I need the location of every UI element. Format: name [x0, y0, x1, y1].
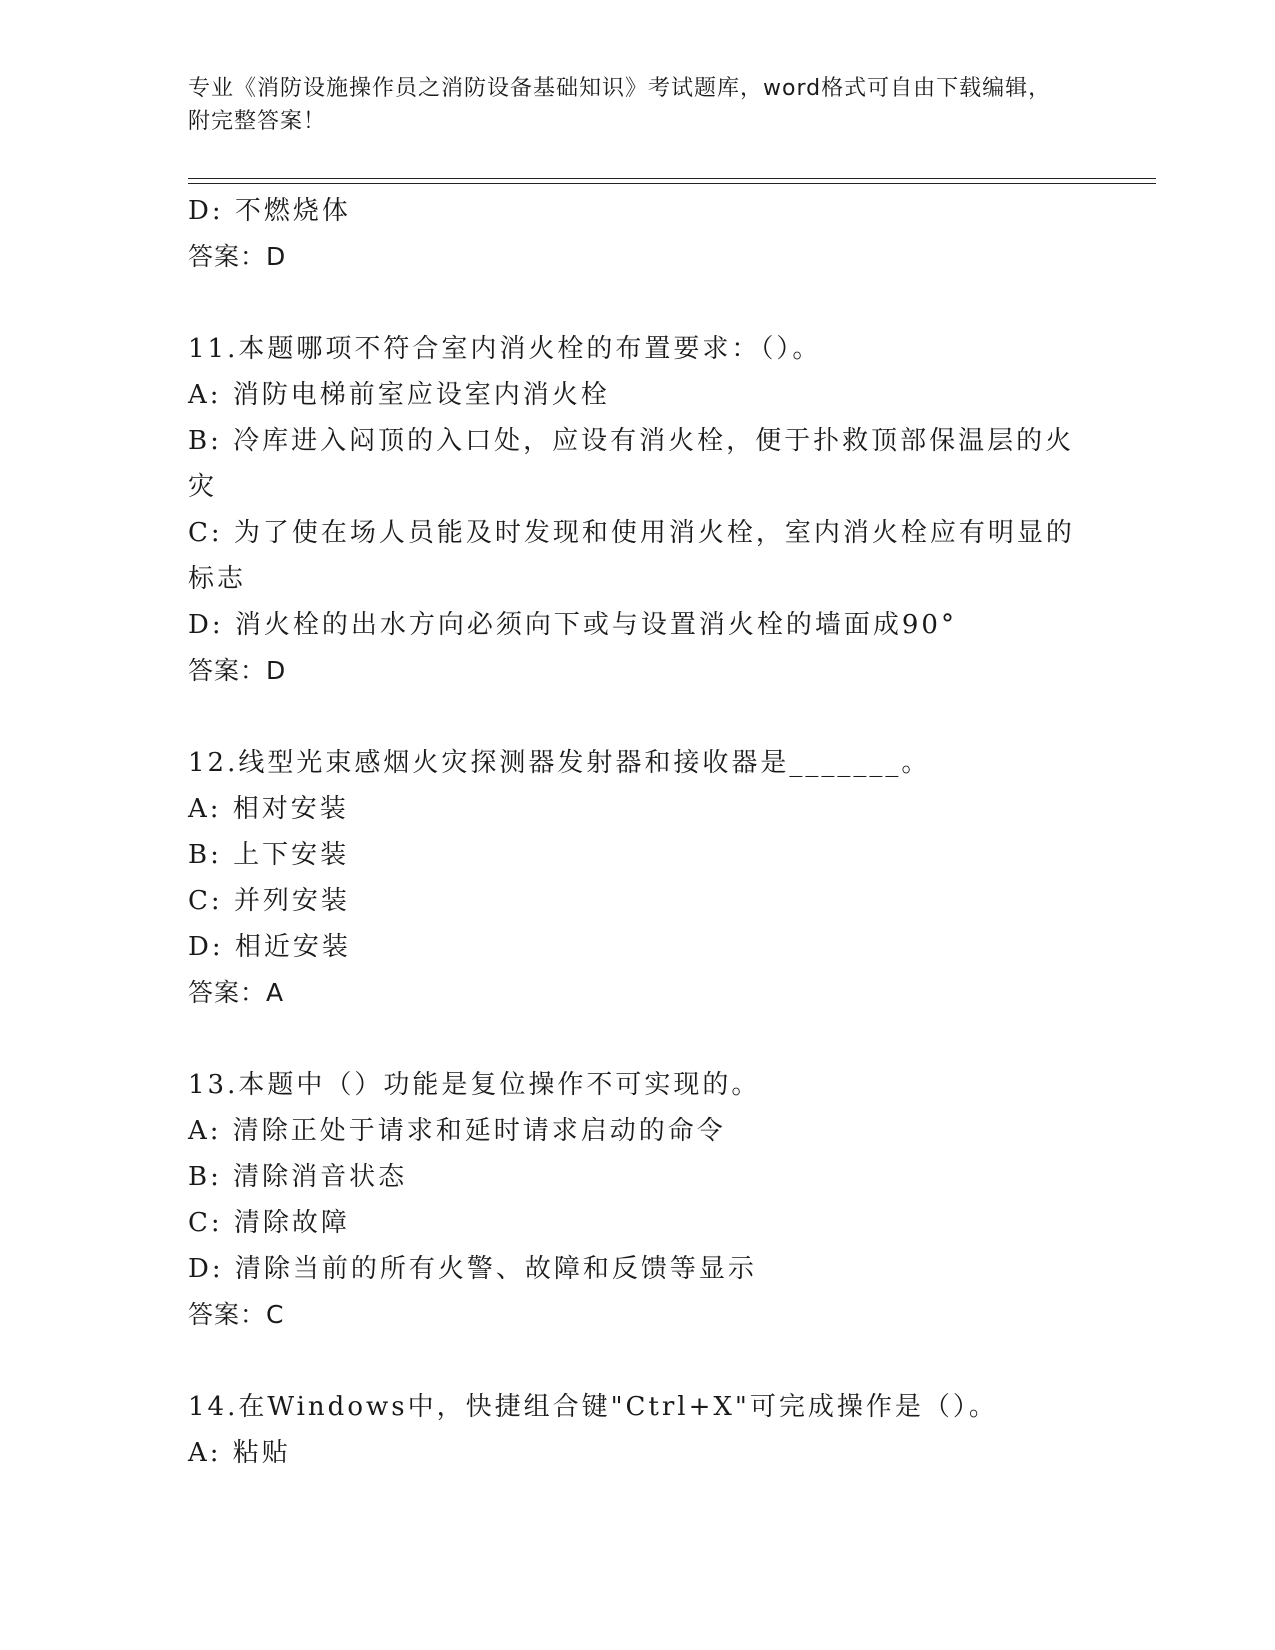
question-12	[188, 740, 1088, 1016]
answer: 答案：C	[188, 1300, 285, 1329]
header-note: 专业《消防设施操作员之消防设备基础知识》考试题库，word格式可自由下载编辑，附完整答案！	[188, 76, 1052, 134]
option-c: C: 为了使在场人员能及时发现和使用消火栓，室内消火栓应有明显的标志	[188, 518, 1075, 594]
question-stem: 12.线型光束感烟火灾探测器发射器和接收器是_______。	[188, 748, 931, 778]
option-c: C: 清除故障	[188, 1208, 350, 1238]
question-13	[188, 1062, 1088, 1338]
answer: 答案：D	[188, 242, 287, 271]
question-stem: 14.在Windows中，快捷组合键"Ctrl+X"可完成操作是（）。	[188, 1392, 998, 1422]
question-stem: 13.本题中（）功能是复位操作不可实现的。	[188, 1070, 761, 1100]
option-a: A: 清除正处于请求和延时请求启动的命令	[188, 1116, 726, 1146]
question-11	[188, 326, 1088, 694]
header-divider-top	[188, 178, 1156, 179]
spacer	[188, 280, 1088, 326]
question-list	[188, 188, 1088, 1476]
option-a: A: 粘贴	[188, 1438, 291, 1468]
option-a: A: 相对安装	[188, 794, 349, 824]
option-c: C: 并列安装	[188, 886, 350, 916]
answer: 答案：A	[188, 978, 285, 1007]
question-14	[188, 1384, 1088, 1476]
option-b: B: 清除消音状态	[188, 1162, 408, 1192]
answer: 答案：D	[188, 656, 287, 685]
option-d: D: 相近安装	[188, 932, 351, 962]
option-a: A: 消防电梯前室应设室内消火栓	[188, 380, 610, 410]
option-b: B: 上下安装	[188, 840, 350, 870]
spacer	[188, 694, 1088, 740]
spacer	[188, 1016, 1088, 1062]
option-b: B: 冷库进入闷顶的入口处，应设有消火栓，便于扑救顶部保温层的火灾	[188, 426, 1075, 502]
question-stem: 11.本题哪项不符合室内消火栓的布置要求：（）。	[188, 334, 822, 364]
header-divider-bottom	[188, 183, 1156, 184]
previous-question-tail	[188, 188, 1088, 280]
spacer	[188, 1338, 1088, 1384]
option-d: D: 消火栓的出水方向必须向下或与设置消火栓的墙面成90°	[188, 610, 957, 640]
option-d: D: 清除当前的所有火警、故障和反馈等显示	[188, 1254, 757, 1284]
option-d: D: 不燃烧体	[188, 196, 351, 226]
